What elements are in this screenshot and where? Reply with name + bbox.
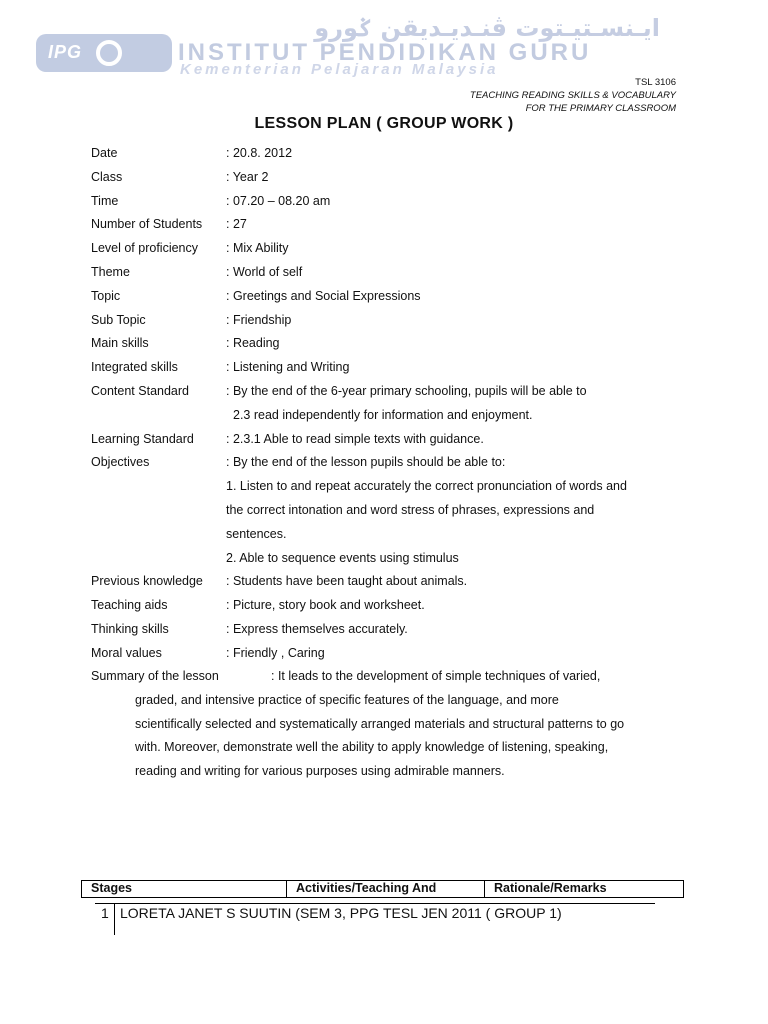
summary-line: graded, and intensive practice of specific features of the language, and more (135, 692, 559, 707)
field-value: : Reading (226, 336, 280, 351)
field-previous-knowledge (91, 570, 691, 594)
field-value: : Mix Ability (226, 241, 289, 256)
field-label: Topic (91, 288, 121, 303)
field-value: : Greetings and Social Expressions (226, 288, 421, 303)
column-header-rationale: Rationale/Remarks (484, 881, 683, 897)
field-value: : Year 2 (226, 169, 269, 184)
field-value: : Friendly , Caring (226, 645, 325, 660)
page-footer (95, 900, 655, 936)
field-label: Learning Standard (91, 431, 194, 446)
field-label: Objectives (91, 455, 150, 470)
course-header (470, 76, 676, 115)
column-header-stages: Stages (91, 881, 132, 895)
field-label: Level of proficiency (91, 241, 199, 256)
field-moral-values (91, 642, 691, 666)
lesson-summary (91, 665, 691, 784)
letterhead-jawi-script: ايـنسـتيـتوت ڤنـديـديقن ݢورو (314, 14, 660, 42)
course-title-line-1: TEACHING READING SKILLS & VOCABULARY (469, 90, 676, 101)
footer-vertical-divider (114, 903, 115, 935)
field-integrated-skills (91, 356, 691, 380)
stages-table-header (81, 880, 684, 898)
institute-name: INSTITUT PENDIDIKAN GURU (178, 39, 592, 66)
field-sub-topic (91, 309, 691, 333)
field-value: : By the end of the 6-year primary schooling, pupils will be able to (226, 383, 587, 398)
field-label: Theme (91, 264, 130, 279)
content-standard-continuation: 2.3 read independently for information and enjoyment. (233, 407, 533, 422)
field-value: : Students have been taught about animals. (226, 574, 468, 589)
field-topic (91, 285, 691, 309)
letterhead-watermark (30, 14, 670, 78)
document-title (0, 115, 768, 133)
ministry-name: Kementerian Pelajaran Malaysia (180, 61, 499, 78)
field-label: Main skills (91, 336, 149, 351)
field-value: : By the end of the lesson pupils should be able to: (226, 455, 506, 470)
footer-author: LORETA JANET S SUUTIN (SEM 3, PPG TESL JEN 2011 ( GROUP 1) (120, 905, 562, 921)
field-objectives (91, 451, 691, 475)
field-label: Date (91, 146, 118, 160)
field-label: Thinking skills (91, 621, 169, 636)
footer-divider (95, 903, 655, 904)
field-label: Class (91, 169, 123, 184)
lesson-details (91, 142, 691, 666)
course-title-line-2: FOR THE PRIMARY CLASSROOM (525, 103, 676, 114)
field-label: Sub Topic (91, 312, 146, 327)
field-number-of-students (91, 213, 691, 237)
field-value: : 20.8. 2012 (226, 146, 293, 160)
field-level-of-proficiency (91, 237, 691, 261)
course-code: TSL 3106 (635, 77, 676, 88)
field-label: Moral values (91, 645, 162, 660)
field-value: : 2.3.1 Able to read simple texts with guidance. (226, 431, 484, 446)
field-label: Time (91, 193, 119, 208)
field-value: : 07.20 – 08.20 am (226, 193, 331, 208)
field-label: Teaching aids (91, 598, 168, 613)
logo-emblem-icon (96, 40, 122, 66)
field-value: : Listening and Writing (226, 360, 350, 375)
field-class (91, 166, 691, 190)
objective-line: the correct intonation and word stress of phrases, expressions and (226, 502, 595, 517)
field-teaching-aids (91, 594, 691, 618)
field-label: Summary of the lesson (91, 669, 219, 683)
field-main-skills (91, 332, 691, 356)
field-label: Integrated skills (91, 360, 178, 375)
field-value: : Picture, story book and worksheet. (226, 598, 425, 613)
ipg-logo-text: IPG (48, 42, 83, 62)
field-label: Previous knowledge (91, 574, 203, 589)
field-learning-standard (91, 428, 691, 452)
field-label: Content Standard (91, 383, 189, 398)
field-value: : 27 (226, 217, 247, 232)
field-value: : Express themselves accurately. (226, 621, 408, 636)
column-header-activities: Activities/Teaching And (286, 881, 484, 897)
page-number: 1 (101, 905, 109, 921)
summary-line: scientifically selected and systematically arranged materials and structural patterns to go (135, 716, 625, 731)
field-value: : World of self (226, 264, 303, 279)
field-summary (91, 665, 691, 689)
summary-line: with. Moreover, demonstrate well the ability to apply knowledge of listening, speaking, (135, 740, 609, 755)
document-title-text: LESSON PLAN ( GROUP WORK ) (254, 115, 514, 132)
field-thinking-skills (91, 618, 691, 642)
objective-line: 2. Able to sequence events using stimulus (226, 550, 459, 565)
field-date (91, 142, 691, 166)
objective-line: 1. Listen to and repeat accurately the correct pronunciation of words and (226, 479, 627, 494)
field-content-standard (91, 380, 691, 404)
field-time (91, 190, 691, 214)
objective-line: sentences. (226, 526, 287, 541)
ipg-logo (36, 34, 172, 72)
field-label: Number of Students (91, 217, 203, 232)
summary-line: reading and writing for various purposes using admirable manners. (135, 764, 505, 779)
summary-body (91, 689, 691, 784)
field-value: : Friendship (226, 312, 292, 327)
field-theme (91, 261, 691, 285)
field-value: : It leads to the development of simple techniques of varied, (271, 669, 601, 683)
